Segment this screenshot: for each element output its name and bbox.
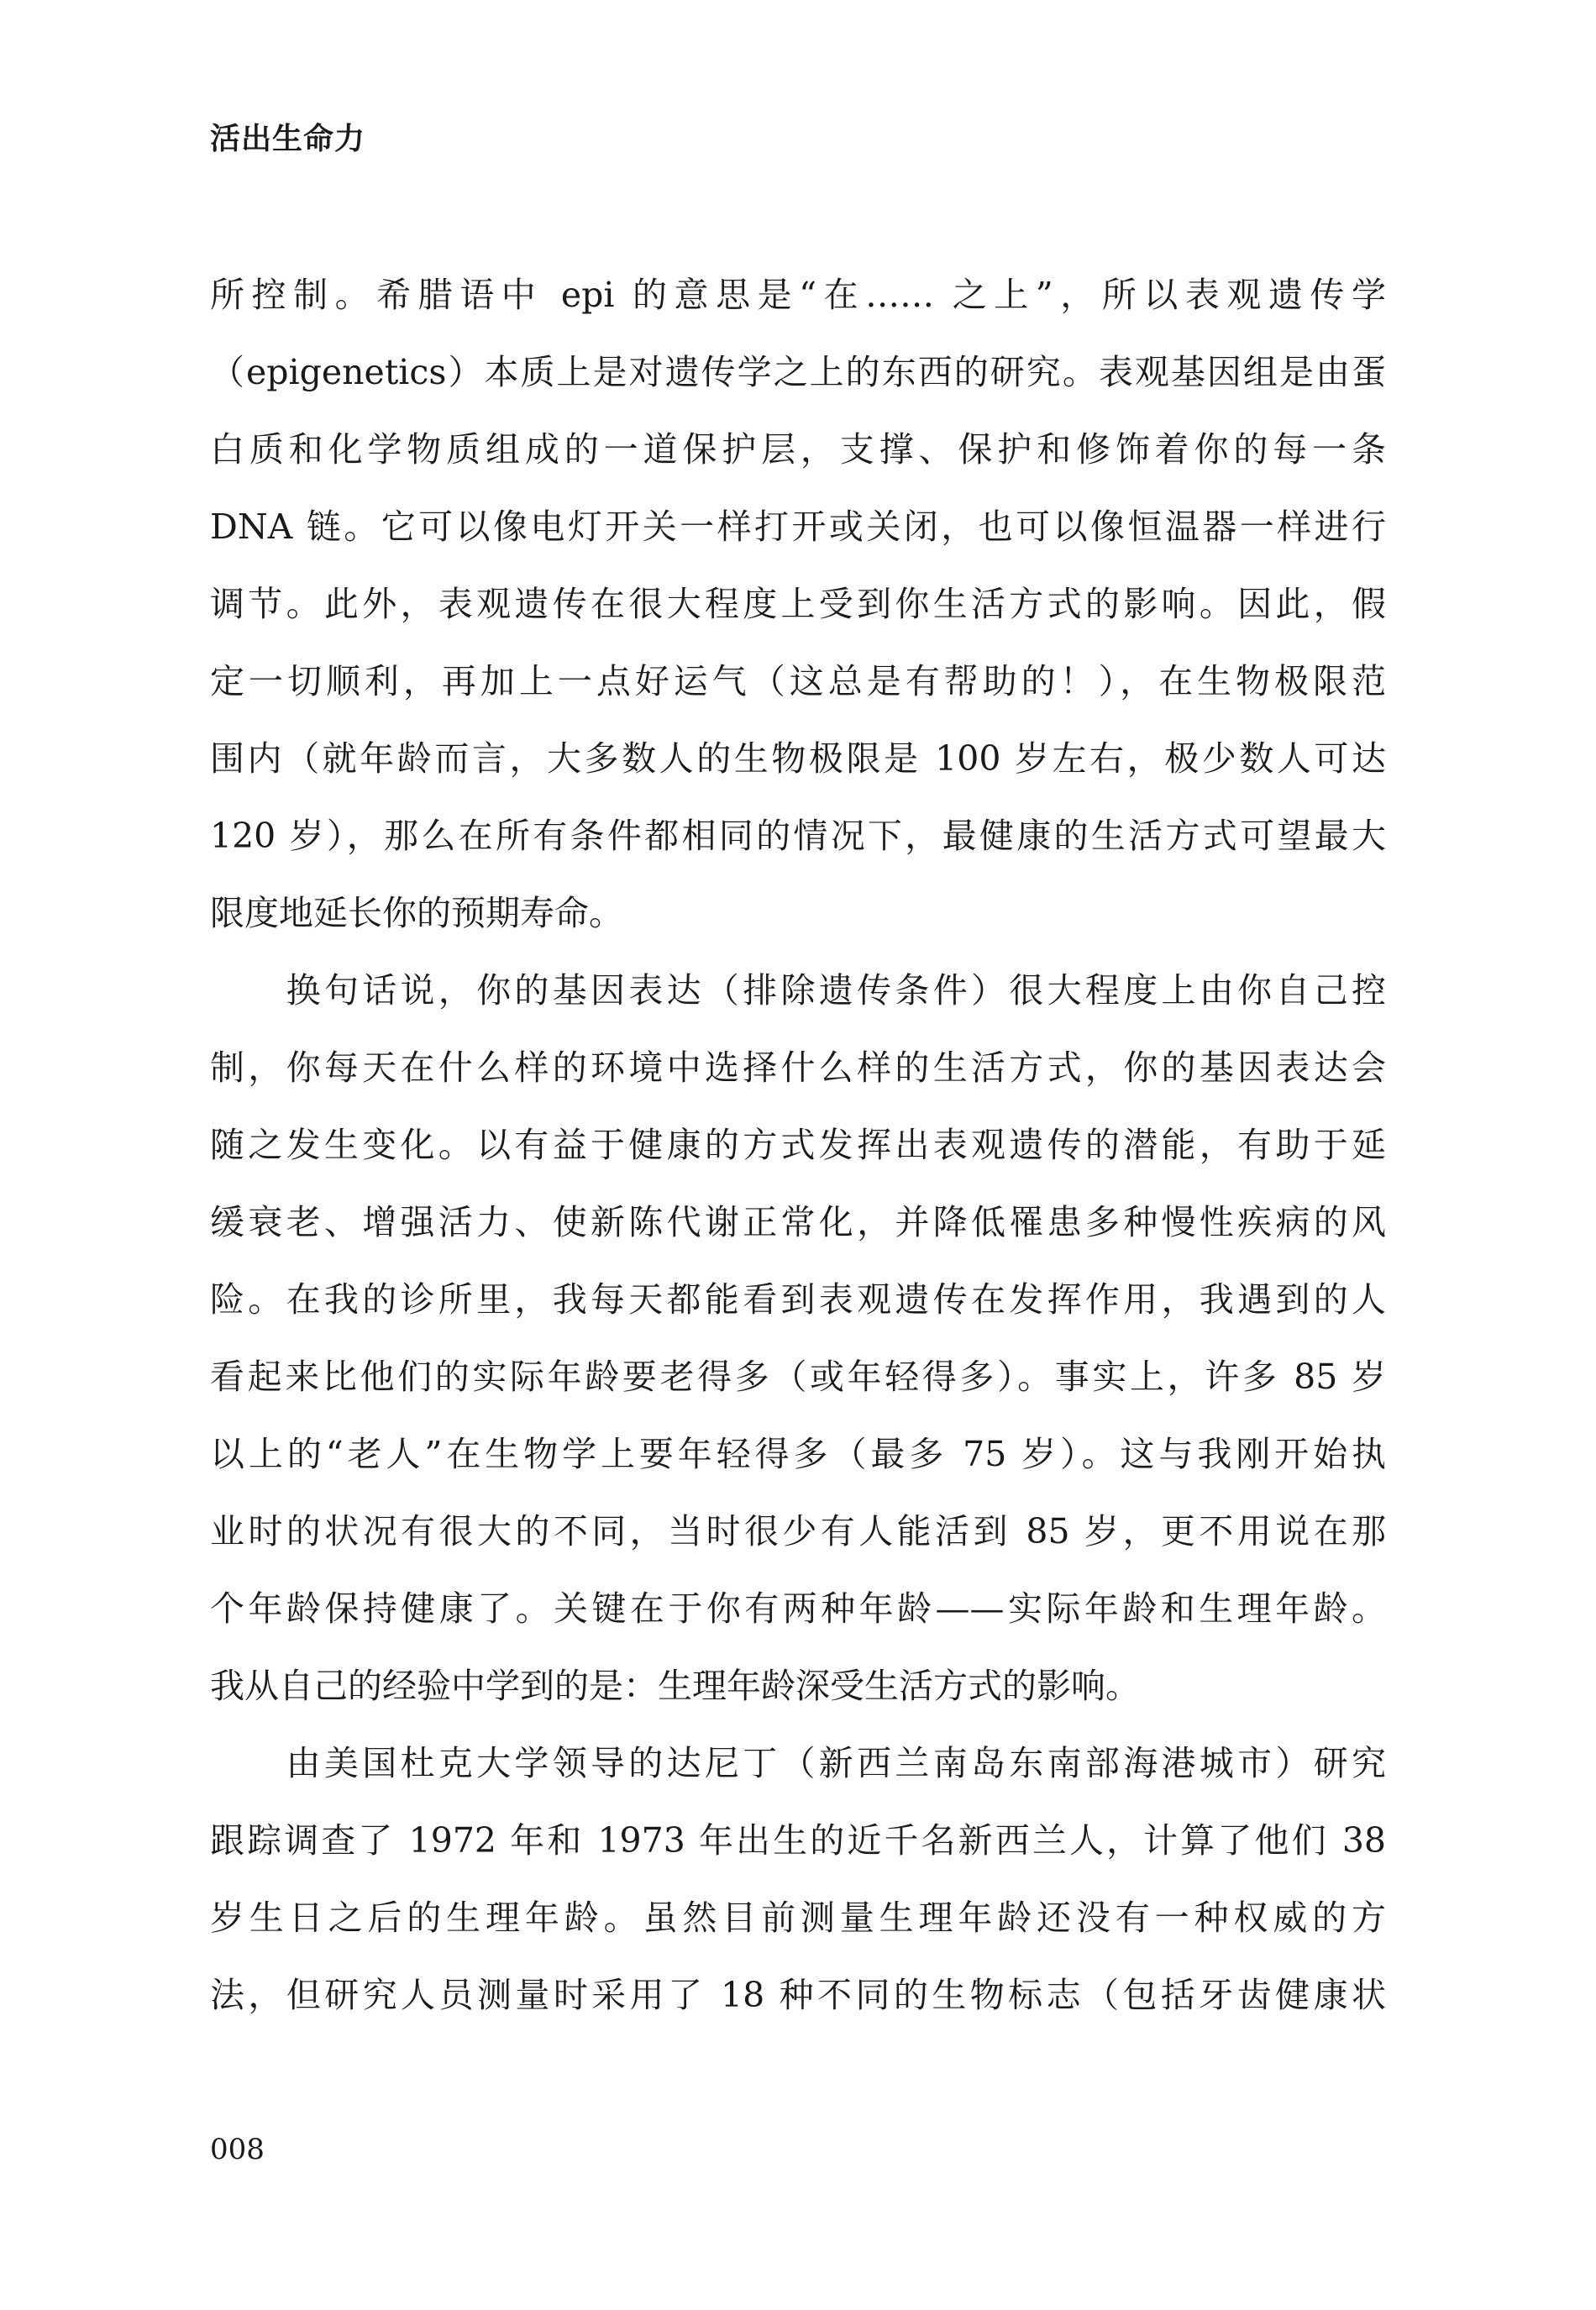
text-line: 跟踪调查了 1972 年和 1973 年出生的近千名新西兰人，计算了他们 38 bbox=[210, 1820, 1386, 1861]
body-text bbox=[210, 256, 1386, 2034]
text-line: 所控制。希腊语中 epi 的意思是“在…… 之上”，所以表观遗传学 bbox=[210, 275, 1386, 315]
text-line: 看起来比他们的实际年龄要老得多（或年轻得多）。事实上，许多 85 岁 bbox=[210, 1357, 1386, 1397]
text-line: 随之发生变化。以有益于健康的方式发挥出表观遗传的潜能，有助于延 bbox=[210, 1125, 1386, 1165]
text-line: （epigenetics）本质上是对遗传学之上的东西的研究。表观基因组是由蛋 bbox=[210, 352, 1386, 392]
text-line: 缓衰老、增强活力、使新陈代谢正常化，并降低罹患多种慢性疾病的风 bbox=[210, 1202, 1386, 1242]
text-line: 围内（就年龄而言，大多数人的生物极限是 100 岁左右，极少数人可达 bbox=[210, 738, 1386, 779]
text-line: 定一切顺利，再加上一点好运气（这总是有帮助的！），在生物极限范 bbox=[210, 661, 1386, 701]
text-line: 业时的状况有很大的不同，当时很少有人能活到 85 岁，更不用说在那 bbox=[210, 1511, 1386, 1551]
text-line: DNA 链。它可以像电灯开关一样打开或关闭，也可以像恒温器一样进行 bbox=[210, 507, 1386, 547]
text-line: 制，你每天在什么样的环境中选择什么样的生活方式，你的基因表达会 bbox=[210, 1047, 1386, 1088]
text-line: 换句话说，你的基因表达（排除遗传条件）很大程度上由你自己控 bbox=[210, 970, 1386, 1011]
text-line: 调节。此外，表观遗传在很大程度上受到你生活方式的影响。因此，假 bbox=[210, 584, 1386, 624]
text-line: 以上的“老人”在生物学上要年轻得多（最多 75 岁）。这与我刚开始执 bbox=[210, 1434, 1386, 1474]
text-line: 险。在我的诊所里，我每天都能看到表观遗传在发挥作用，我遇到的人 bbox=[210, 1279, 1386, 1320]
text-line: 岁生日之后的生理年龄。虽然目前测量生理年龄还没有一种权威的方 bbox=[210, 1898, 1386, 1938]
text-line: 白质和化学物质组成的一道保护层，支撑、保护和修饰着你的每一条 bbox=[210, 429, 1386, 470]
page-number: 008 bbox=[210, 2133, 265, 2166]
text-line: 由美国杜克大学领导的达尼丁（新西兰南岛东南部海港城市）研究 bbox=[210, 1743, 1386, 1783]
paragraph-end-line: 限度地延长你的预期寿命。 bbox=[210, 893, 623, 933]
text-line: 个年龄保持健康了。关键在于你有两种年龄——实际年龄和生理年龄。 bbox=[210, 1588, 1386, 1629]
text-line: 120 岁），那么在所有条件都相同的情况下，最健康的生活方式可望最大 bbox=[210, 816, 1386, 856]
paragraph-end-line: 我从自己的经验中学到的是：生理年龄深受生活方式的影响。 bbox=[210, 1666, 1140, 1706]
text-line: 法，但研究人员测量时采用了 18 种不同的生物标志（包括牙齿健康状 bbox=[210, 1975, 1386, 2015]
running-header: 活出生命力 bbox=[210, 121, 366, 156]
